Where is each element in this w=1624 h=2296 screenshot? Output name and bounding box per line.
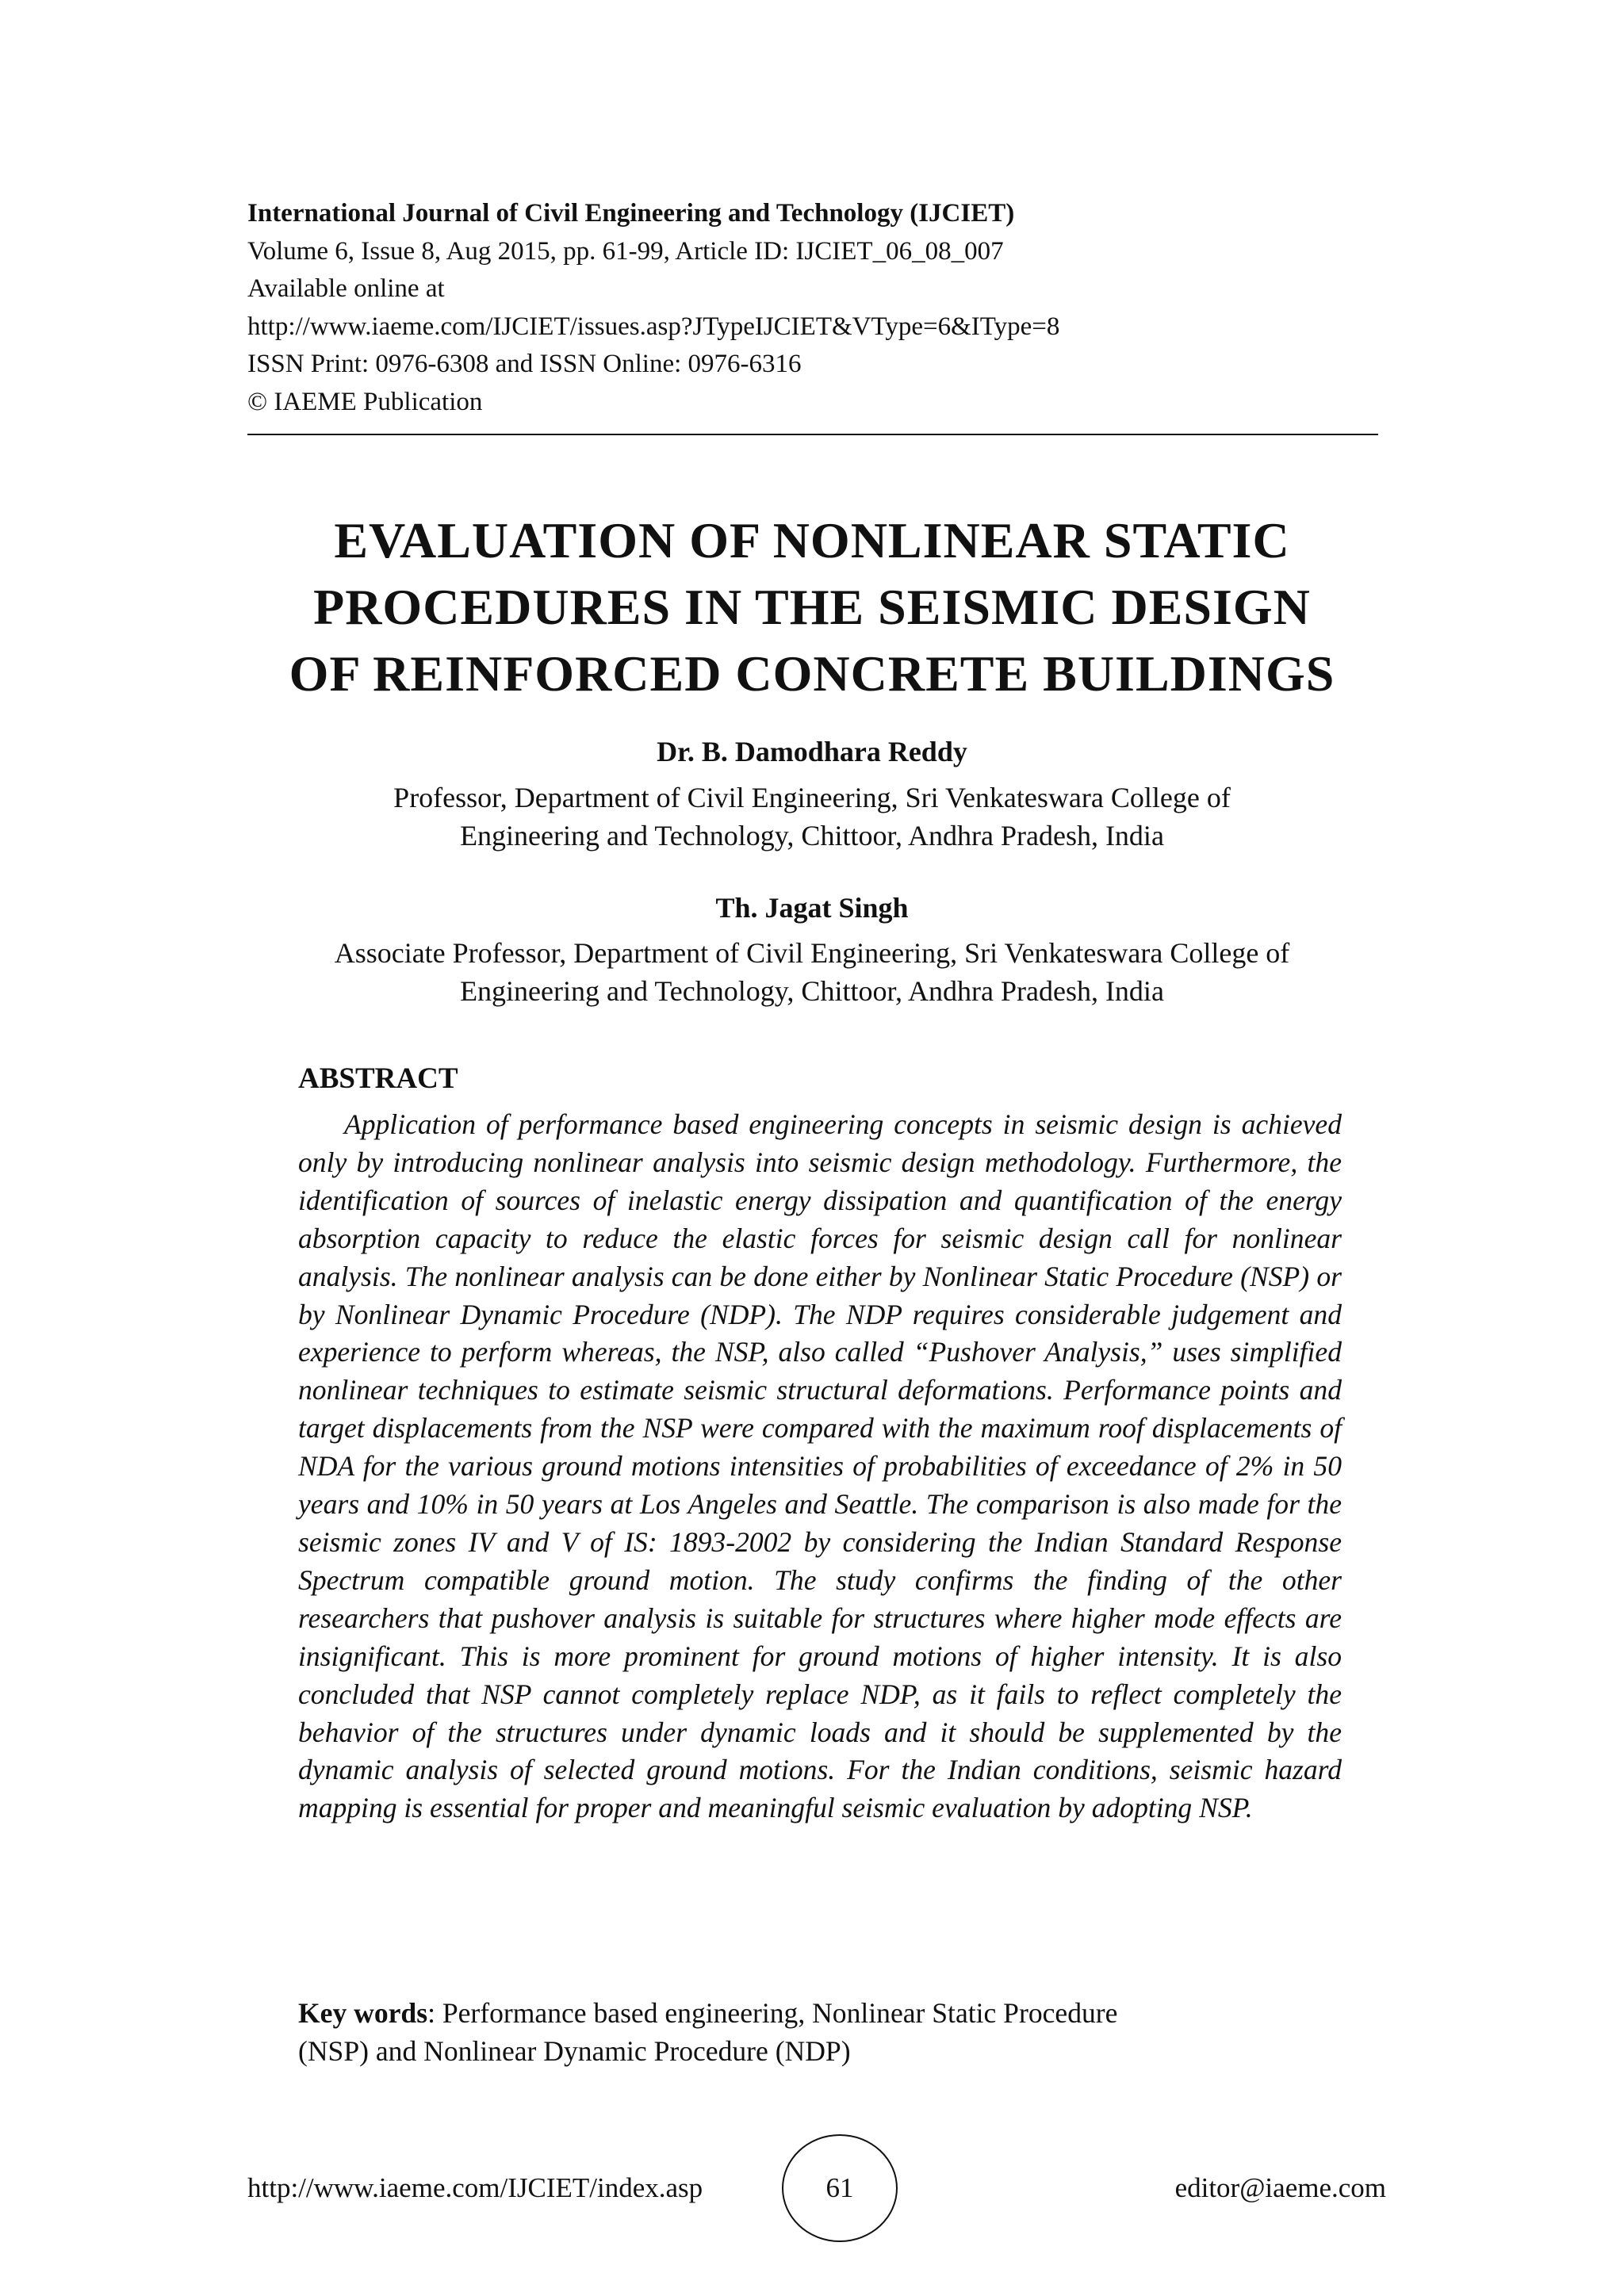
footer-url[interactable]: http://www.iaeme.com/IJCIET/index.asp <box>247 2172 703 2203</box>
available-online: Available online at <box>247 274 445 303</box>
page-number-text: 61 <box>825 2172 854 2203</box>
publisher: © IAEME Publication <box>247 387 483 416</box>
title-line-1: EVALUATION OF NONLINEAR STATIC <box>334 512 1290 568</box>
abstract-heading: ABSTRACT <box>298 1062 458 1095</box>
title-line-2: PROCEDURES IN THE SEISMIC DESIGN <box>313 579 1311 635</box>
keywords-text-1: Performance based engineering, Nonlinear Static Procedure <box>442 1997 1118 2029</box>
title-line-3: OF REINFORCED CONCRETE BUILDINGS <box>289 645 1335 702</box>
author-2-affiliation <box>0 934 1624 1010</box>
footer-email[interactable]: editor@iaeme.com <box>1174 2172 1386 2203</box>
author-1-affiliation-line-1: Professor, Department of Civil Engineering, Sri Venkateswara College of <box>393 782 1231 813</box>
author-1-name: Dr. B. Damodhara Reddy <box>657 736 967 767</box>
author-2-name: Th. Jagat Singh <box>715 892 909 924</box>
author-2-affiliation-line-1: Associate Professor, Department of Civil Engineering, Sri Venkateswara College of <box>334 937 1290 969</box>
page-number <box>782 2134 898 2242</box>
journal-name: International Journal of Civil Engineering and Technology (IJCIET) <box>247 199 1015 228</box>
keywords-line-1 <box>298 1994 1342 2032</box>
volume-info: Volume 6, Issue 8, Aug 2015, pp. 61-99, Article ID: IJCIET_06_08_007 <box>247 236 1004 266</box>
issue-url: http://www.iaeme.com/IJCIET/issues.asp?JTypeIJCIET&VType=6&IType=8 <box>247 312 1060 341</box>
author-1-affiliation-line-2: Engineering and Technology, Chittoor, Andhra Pradesh, India <box>460 820 1164 851</box>
author-1-affiliation <box>0 779 1624 855</box>
keywords-line-2: (NSP) and Nonlinear Dynamic Procedure (NDP) <box>298 2035 851 2067</box>
paper-title <box>0 507 1624 707</box>
keywords-separator: : <box>427 1997 442 2029</box>
journal-header <box>247 195 1389 421</box>
abstract-body: Application of performance based engineering concepts in seismic design is achieved only by introducing nonlinear analysis into seismic design methodology. Furthermore, the identification of sources of inelastic energy dissipation and quantification of the energy absorption capacity to reduce the elastic forces for seismic design call for nonlinear analysis. The nonlinear analysis can be done either by Nonlinear Static Procedure (NSP) or by Nonlinear Dynamic Procedure (NDP). The NDP requires considerable judgement and experience to perform whereas, the NSP, also called “Pushover Analysis,” uses simplified nonlinear techniques to estimate seismic structural deformations. Performance points and target displacements from the NSP were compared with the maximum roof displacements of NDA for the various ground motions intensities of probabilities of exceedance of 2% in 50 years and 10% in 50 years at Los Angeles and Seattle. The comparison is also made for the seismic zones IV and V of IS: 1893-2002 by considering the Indian Standard Response Spectrum compatible ground motion. The study confirms the finding of the other researchers that pushover analysis is suitable for structures where higher mode effects are insignificant. This is more prominent for ground motions of higher intensity. It is also concluded that NSP cannot completely replace NDP, as it fails to reflect completely the behavior of the structures under dynamic loads and it should be supplemented by the dynamic analysis of selected ground motions. For the Indian conditions, seismic hazard mapping is essential for proper and meaningful seismic evaluation by adopting NSP. <box>298 1108 1342 1824</box>
author-2-affiliation-line-2: Engineering and Technology, Chittoor, Andhra Pradesh, India <box>460 975 1164 1007</box>
keywords <box>298 1994 1342 2070</box>
issn-info: ISSN Print: 0976-6308 and ISSN Online: 0976-6316 <box>247 350 802 378</box>
header-divider <box>247 434 1378 435</box>
keywords-label: Key words <box>298 1997 428 2029</box>
